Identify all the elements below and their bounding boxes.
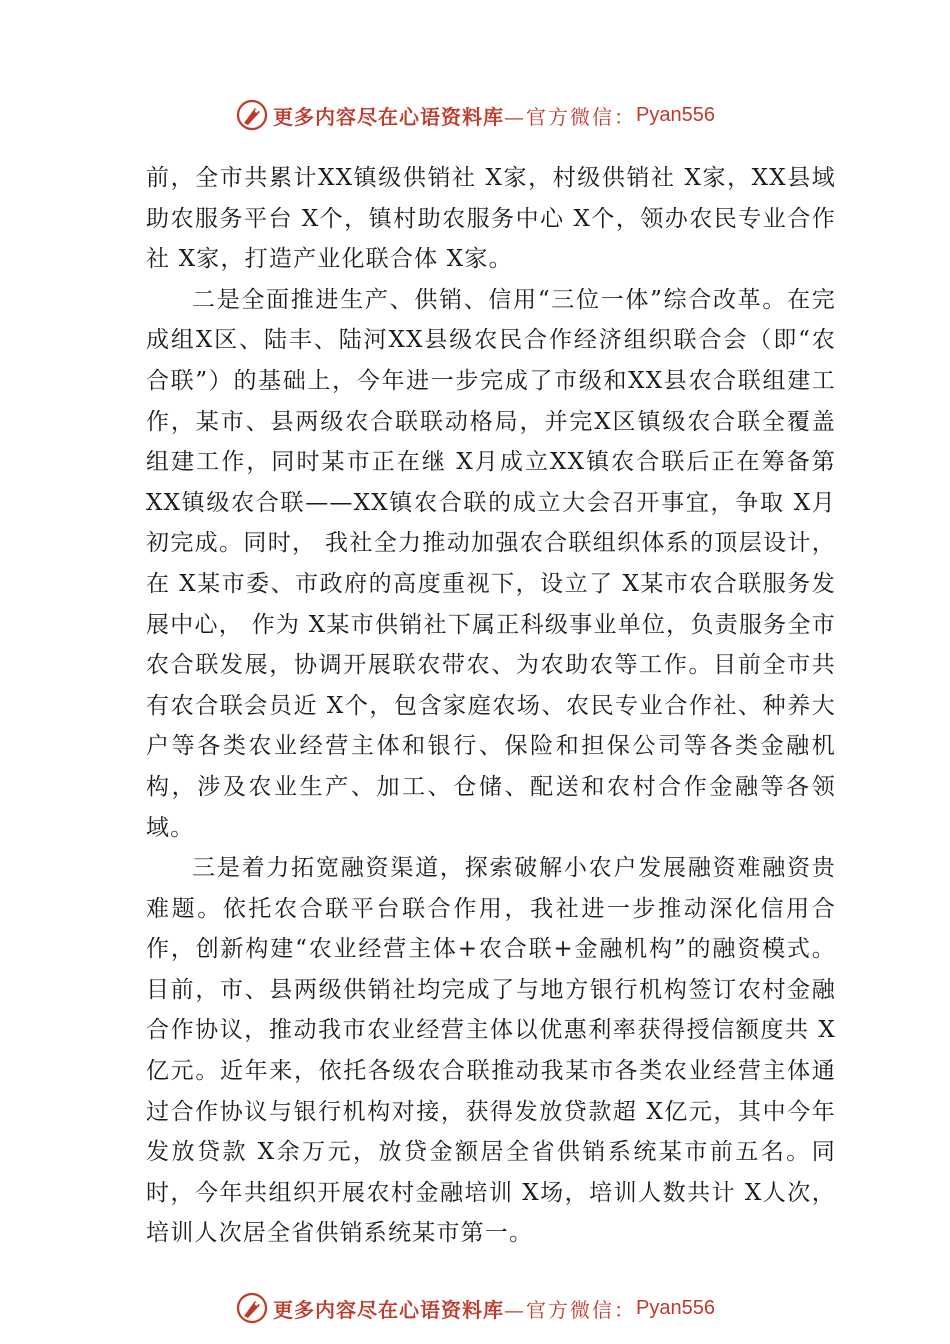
watermark-main-text: 更多内容尽在心语资料库 — [273, 1297, 505, 1322]
watermark-separator-text: —官方微信： — [504, 104, 637, 129]
watermark-wechat-id: Pyan556 — [636, 1296, 715, 1319]
paragraph-financing: 三是着力拓宽融资渠道，探索破解小农户发展融资难融资贵难题。依托农合联平台联合作用，我社进一步推动深化信用合作，创新构建“农业经营主体+农合联+金融机构”的融资模式。目前，市、县两级供销社均完成了与地方银行机构签订农村金融合作协议，推动我市农业经营主体以优惠利率获得授信额度共 X亿元。近年来，依托各级农合联推动我某市各类农业经营主体通过合作协议与银行机构对接，获得发放贷款超 X亿元，其中今年发放贷款 X余万元，放贷金额居全省供销系统某市前五名。同时，今年共组织开展农村金融培训 X场，培训人数共计 X人次，培训人次居全省供销系统某市第一。 — [146, 855, 836, 1247]
pen-nib-logo-icon — [235, 98, 269, 132]
watermark-main-text: 更多内容尽在心语资料库 — [273, 104, 505, 129]
watermark-banner-bottom — [0, 1286, 950, 1330]
watermark-wechat-id: Pyan556 — [636, 103, 715, 126]
paragraph-continued: 前，全市共累计XX镇级供销社 X家，村级供销社 X家，XX县域助农服务平台 X个，镇村助农服务中心 X个，领办农民专业合作社 X家，打造产业化联合体 X家。 — [146, 165, 836, 273]
watermark-separator-text: —官方微信： — [504, 1297, 637, 1322]
pen-nib-logo-icon — [235, 1291, 269, 1325]
document-body — [146, 158, 836, 1254]
watermark-banner-top — [0, 93, 950, 137]
paragraph-reform: 二是全面推进生产、供销、信用“三位一体”综合改革。在完成组X区、陆丰、陆河XX县级农民合作经济组织联合会（即“农合联”）的基础上，今年进一步完成了市级和XX县农合联组建工作，某市、县两级农合联联动格局，并完X区镇级农合联全覆盖组建工作，同时某市正在继 X月成立XX镇农合联后正在筹备第XX镇级农合联——XX镇农合联的成立大会召开事宜，争取 X月初完成。同时， 我社全力推动加强农合联组织体系的顶层设计，在 X某市委、市政府的高度重视下，设立了 X某市农合联服务发展中心， 作为 X某市供销社下属正科级事业单位，负责服务全市农合联发展，协调开展联农带农、为农助农等工作。目前全市共有农合联会员近 X个，包含家庭农场、农民专业合作社、种养大户等各类农业经营主体和银行、保险和担保公司等各类金融机构，涉及农业生产、加工、仓储、配送和农村合作金融等各领域。 — [146, 286, 836, 841]
